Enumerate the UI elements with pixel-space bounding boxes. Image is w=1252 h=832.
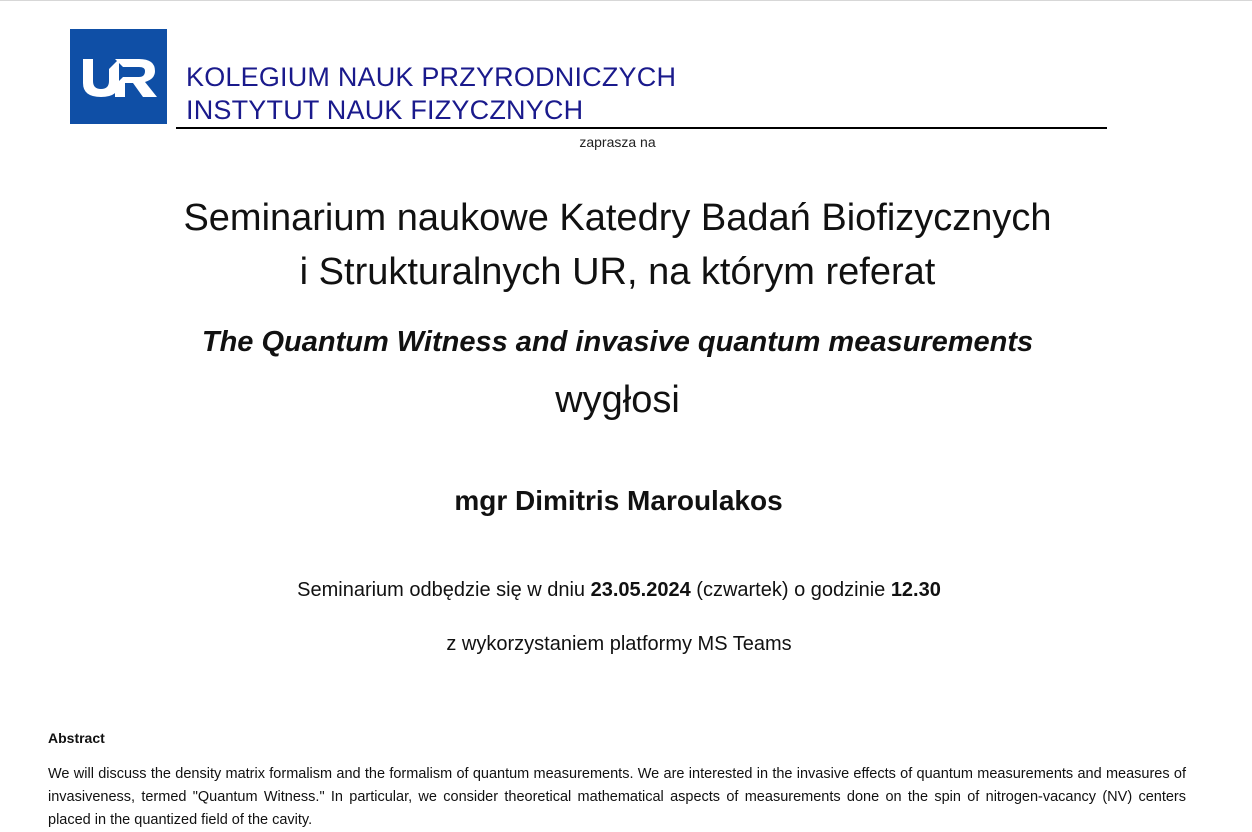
ur-logo-icon (79, 55, 159, 99)
institute-name: INSTYTUT NAUK FIZYCZNYCH (186, 95, 584, 125)
schedule-middle: (czwartek) o godzinie (690, 579, 891, 601)
platform-text: z wykorzystaniem platformy MS Teams (446, 633, 792, 655)
talk-title: The Quantum Witness and invasive quantum measurements (201, 326, 1034, 358)
invites-text: zaprasza na (579, 134, 656, 150)
schedule-prefix: Seminarium odbędzie się w dniu (297, 579, 591, 601)
university-logo (70, 29, 167, 124)
seminar-title-line: Seminarium naukowe Katedry Badań Biofizycznych (183, 197, 1052, 239)
seminar-title (0, 191, 1235, 299)
will-deliver-text: wygłosi (555, 379, 680, 421)
schedule-time: 12.30 (890, 579, 941, 601)
schedule-date: 23.05.2024 (590, 579, 691, 601)
institution-header (176, 61, 1107, 129)
seminar-title-line: i Strukturalnych UR, na którym referat (299, 251, 936, 293)
speaker-name: mgr Dimitris Maroulakos (454, 485, 783, 516)
college-name: KOLEGIUM NAUK PRZYRODNICZYCH (186, 62, 677, 92)
abstract-body: We will discuss the density matrix formalism and the formalism of quantum measurements. We are interested in the invasive effects of quantum measurements and measures of invasiveness, termed "Quantum Witness." In particular, we consider theoretical mathematical aspects of measurements done on the spin of nitrogen-vacancy (NV) centers placed in the quantized field of the cavity. (48, 766, 1186, 828)
schedule-text (0, 579, 1238, 602)
abstract-heading: Abstract (48, 730, 105, 746)
